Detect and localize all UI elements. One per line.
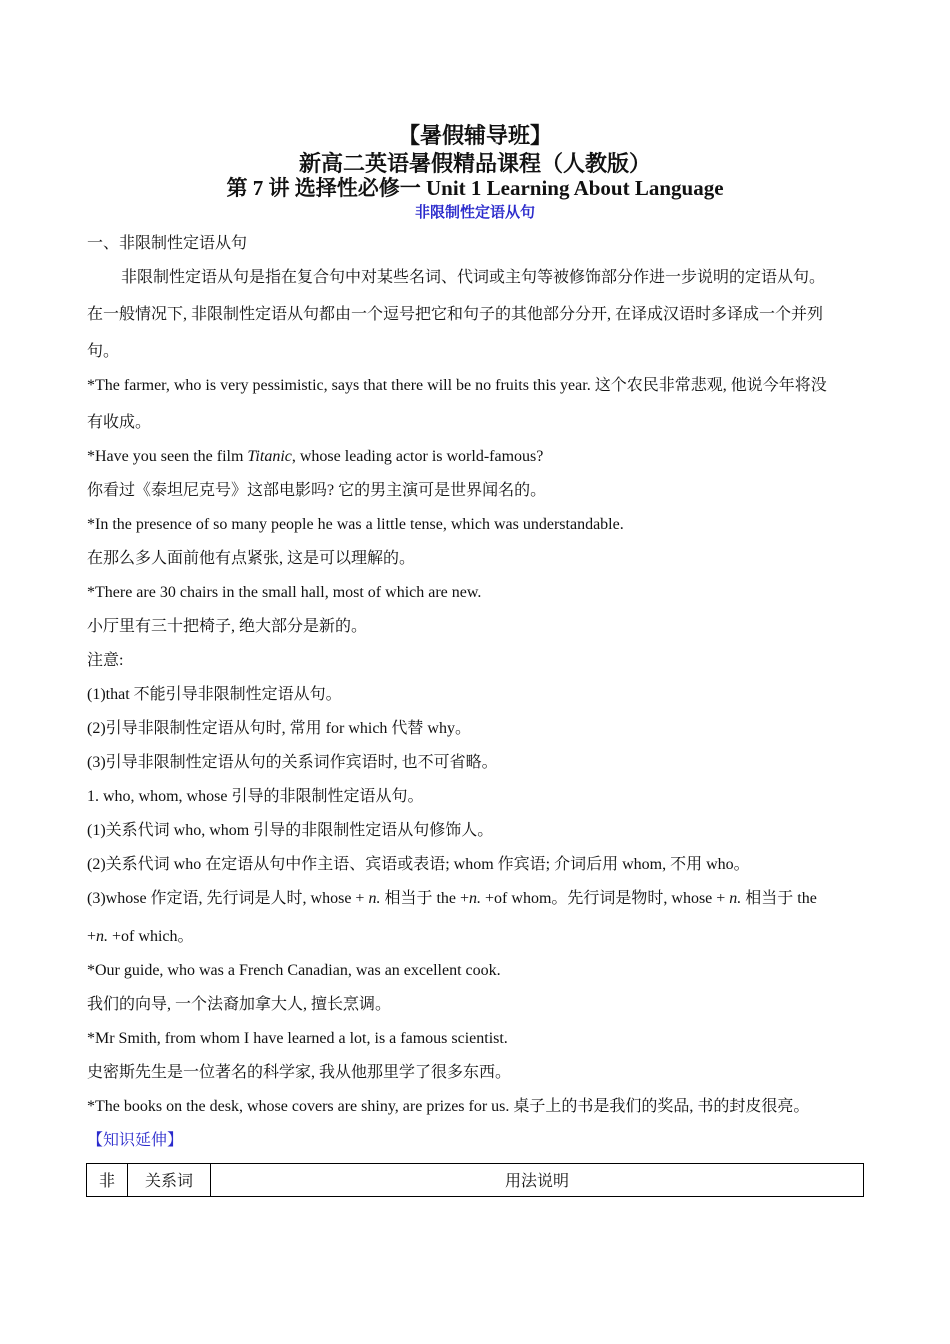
example-translation: 你看过《泰坦尼克号》这部电影吗? 它的男主演可是世界闻名的。 — [87, 482, 547, 499]
point-item: (2)关系代词 who 在定语从句中作主语、宾语或表语; whom 作宾语; 介词后用 whom, 不用 who。 — [87, 856, 750, 873]
header-line-2: 新高二英语暑假精品课程（人教版） — [298, 151, 651, 177]
example-sentence: *Our guide, who was a French Canadian, was an excellent cook. — [87, 962, 501, 979]
lesson-title: 第 7 讲 选择性必修一 Unit 1 Learning About Language — [226, 176, 724, 200]
topic-subtitle: 非限制性定语从句 — [414, 203, 535, 221]
noun-abbr: n. — [96, 928, 109, 945]
intro-paragraph-line: 句。 — [87, 343, 120, 360]
example-sentence: *There are 30 chairs in the small hall, most of which are new. — [87, 584, 482, 601]
example-text: , whose leading actor is world-famous? — [291, 448, 544, 465]
example-sentence: *The farmer, who is very pessimistic, says that there will be no fruits this year. 这个农民非常悲观, 他说今年将没 — [87, 377, 827, 394]
example-translation: 我们的向导, 一个法裔加拿大人, 擅长烹调。 — [87, 996, 392, 1013]
point-item-cont — [87, 926, 867, 948]
example-sentence: *The books on the desk, whose covers are shiny, are prizes for us. 桌子上的书是我们的奖品, 书的封皮很亮。 — [87, 1098, 810, 1115]
relative-word-table — [86, 1163, 864, 1197]
point-heading: 1. who, whom, whose 引导的非限制性定语从句。 — [87, 788, 424, 805]
point-text: +of whom。先行词是物时, whose + — [481, 890, 730, 907]
example-text: *Have you seen the film — [87, 448, 248, 465]
example-translation: 在那么多人面前他有点紧张, 这是可以理解的。 — [87, 550, 416, 567]
point-text: 相当于 the + — [380, 890, 470, 907]
point-item: (1)关系代词 who, whom 引导的非限制性定语从句修饰人。 — [87, 822, 494, 839]
table-header-cell: 用法说明 — [504, 1173, 569, 1190]
note-item: (1)that 不能引导非限制性定语从句。 — [87, 686, 342, 703]
point-text: (3)whose 作定语, 先行词是人时, whose + — [87, 890, 369, 907]
example-sentence: *Mr Smith, from whom I have learned a lot, is a famous scientist. — [87, 1030, 508, 1047]
note-item: (2)引导非限制性定语从句时, 常用 for which 代替 why。 — [87, 720, 471, 737]
section-heading: 一、非限制性定语从句 — [87, 235, 248, 252]
noun-abbr: n. — [469, 890, 482, 907]
example-sentence — [87, 446, 867, 468]
point-text: +of which。 — [108, 928, 194, 945]
table-header-cell: 关系词 — [128, 1164, 211, 1196]
point-text: + — [87, 928, 97, 945]
note-heading: 注意: — [87, 652, 124, 669]
noun-abbr: n. — [368, 890, 381, 907]
table-header-cell: 非 — [87, 1164, 128, 1196]
point-item — [87, 888, 867, 910]
example-translation: 小厅里有三十把椅子, 绝大部分是新的。 — [87, 618, 368, 635]
knowledge-extension-heading: 【知识延伸】 — [87, 1132, 184, 1149]
example-translation: 史密斯先生是一位著名的科学家, 我从他那里学了很多东西。 — [87, 1064, 512, 1081]
example-translation: 有收成。 — [87, 414, 152, 431]
note-item: (3)引导非限制性定语从句的关系词作宾语时, 也不可省略。 — [87, 754, 498, 771]
film-title: Titanic — [247, 448, 292, 465]
intro-paragraph-line: 非限制性定语从句是指在复合句中对某些名词、代词或主句等被修饰部分作进一步说明的定语从句。 — [121, 269, 826, 286]
point-text: 相当于 the — [741, 890, 817, 907]
header-line-1: 【暑假辅导班】 — [397, 123, 552, 149]
intro-paragraph-line: 在一般情况下, 非限制性定语从句都由一个逗号把它和句子的其他部分分开, 在译成汉语时多译成一个并列 — [87, 306, 824, 323]
example-sentence: *In the presence of so many people he was a little tense, which was understandable. — [87, 516, 624, 533]
noun-abbr: n. — [729, 890, 742, 907]
